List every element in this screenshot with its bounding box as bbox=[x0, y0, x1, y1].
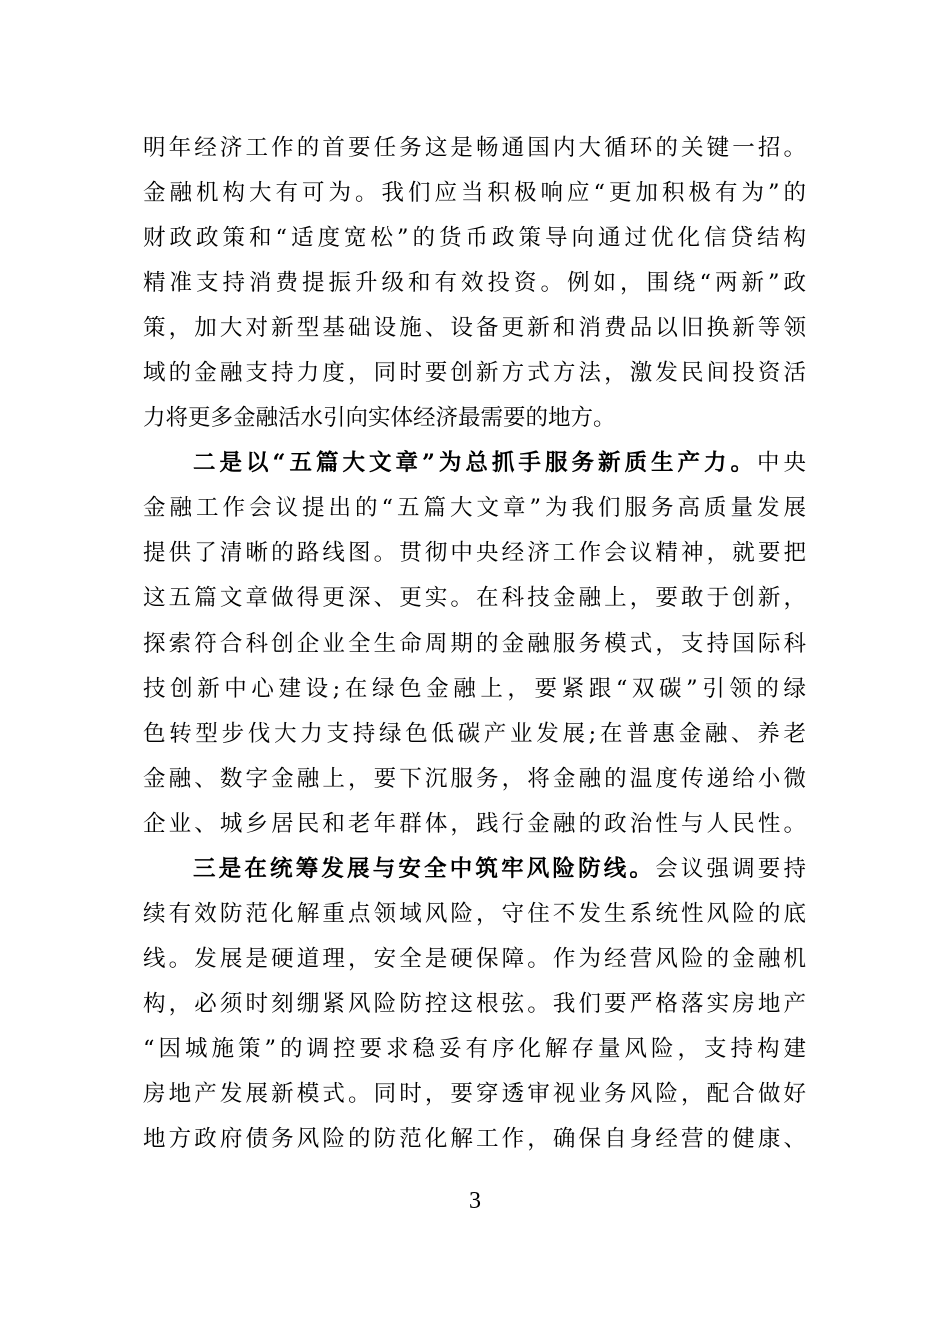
paragraph-1 bbox=[143, 126, 806, 441]
text-line: 地方政府债务风险的防范化解工作，确保自身经营的健康、 bbox=[143, 1126, 806, 1153]
text-line: 力将更多金融活水引向实体经济最需要的地方。 bbox=[143, 405, 616, 432]
paragraph-heading: 二是以“五篇大文章”为总抓手服务新质生产力。 bbox=[193, 450, 757, 477]
text-line: 续有效防范化解重点领域风险，守住不发生系统性风险的底 bbox=[143, 900, 806, 927]
paragraph-3 bbox=[143, 847, 806, 1162]
paragraph-heading: 三是在统筹发展与安全中筑牢风险防线。 bbox=[193, 855, 656, 882]
text-line: 房地产发展新模式。同时，要穿透审视业务风险，配合做好 bbox=[143, 1080, 806, 1107]
page-number: 3 bbox=[469, 1188, 481, 1214]
text-line: 企业、城乡居民和老年群体，践行金融的政治性与人民性。 bbox=[143, 810, 806, 837]
text-line: 提供了清晰的路线图。贯彻中央经济工作会议精神，就要把 bbox=[143, 540, 806, 567]
text-line: 域的金融支持力度，同时要创新方式方法，激发民间投资活 bbox=[143, 360, 806, 387]
text-line: 线。发展是硬道理，安全是硬保障。作为经营风险的金融机 bbox=[143, 945, 806, 972]
text-line: 色转型步伐大力支持绿色低碳产业发展;在普惠金融、养老 bbox=[143, 720, 806, 747]
document-body bbox=[143, 126, 806, 1162]
text-line: 策，加大对新型基础设施、设备更新和消费品以旧换新等领 bbox=[143, 315, 806, 342]
text-line: 金融、数字金融上，要下沉服务，将金融的温度传递给小微 bbox=[143, 765, 806, 792]
text-line: 明年经济工作的首要任务这是畅通国内大循环的关键一招。 bbox=[143, 135, 806, 161]
paragraph-2 bbox=[143, 441, 806, 846]
text-line: 财政政策和“适度宽松”的货币政策导向通过优化信贷结构 bbox=[143, 225, 806, 252]
text-line: 探索符合科创企业全生命周期的金融服务模式，支持国际科 bbox=[143, 630, 806, 657]
text-line: 精准支持消费提振升级和有效投资。例如，围绕“两新”政 bbox=[143, 270, 806, 297]
text-run: 会议强调要持 bbox=[655, 855, 806, 882]
text-line: 这五篇文章做得更深、更实。在科技金融上，要敢于创新， bbox=[143, 585, 806, 612]
text-line: 金融工作会议提出的“五篇大文章”为我们服务高质量发展 bbox=[143, 495, 806, 522]
text-line: 金融机构大有可为。我们应当积极响应“更加积极有为”的 bbox=[143, 180, 806, 207]
text-line: 构，必须时刻绷紧风险防控这根弦。我们要严格落实房地产 bbox=[143, 990, 806, 1017]
text-run: 中央 bbox=[756, 450, 806, 477]
text-line bbox=[143, 441, 806, 486]
text-line bbox=[143, 847, 806, 892]
text-line: 技创新中心建设;在绿色金融上，要紧跟“双碳”引领的绿 bbox=[143, 675, 806, 702]
text-line: “因城施策”的调控要求稳妥有序化解存量风险，支持构建 bbox=[143, 1035, 806, 1062]
